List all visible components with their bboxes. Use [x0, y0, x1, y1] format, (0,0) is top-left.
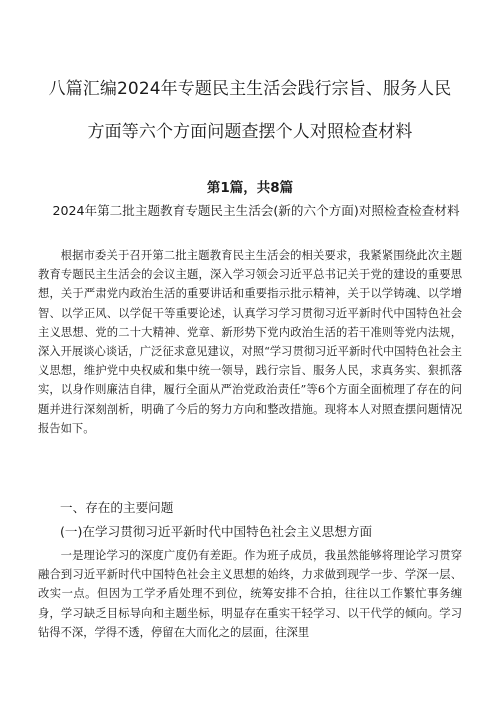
part-indicator: 第1篇，共8篇: [206, 180, 294, 196]
article-title: 2024年第二批主题教育专题民主生活会(新的六个方面)对照检查检查材料: [52, 203, 460, 218]
section-heading: 一、存在的主要问题: [60, 500, 174, 515]
document-title-line-2: 方面等六个方面问题查摆个人对照检查材料: [87, 122, 413, 142]
document-title-line-1: 八篇汇编2024年专题民主生活会践行宗旨、服务人民: [48, 79, 452, 99]
intro-paragraph: 根据市委关于召开第二批主题教育民主生活会的相关要求，我紧紧围绕此次主题教育专题民主生活会的会议主题，深入学习领会习近平总书记关于党的建设的重要思想，关于严肃党内政治生活的重要讲话和重要指示批示精神，关于以学铸魂、以学增智、以学正风、以学促干等重要论述，认真学习学习贯彻习近平新时代中国特色社会主义思想、党的二十大精神、党章、新形势下党内政治生活的若干准则等党内法规，深入开展谈心谈话，广泛征求意见建议，对照“学习贯彻习近平新时代中国特色社会主义思想，维护党中央权威和集中统一领导，践行宗旨、服务人民，求真务实、狠抓落实，以身作则廉洁自律，履行全面从严治党政治责任”等6个方面全面梳理了存在的问题并进行深刻剖析，明确了今后的努力方向和整改措施。现将本人对照查摆问题情况报告如下。: [38, 249, 462, 435]
body-paragraph: 一是理论学习的深度广度仍有差距。作为班子成员，我虽然能够将理论学习贯穿融合到习近平新时代中国特色社会主义思想的始终，力求做到现学一步、学深一层、改实一点。但因为工学矛盾处理不到位，统筹安排不合拍，往往以工作繁忙事务缠身，学习缺乏目标导向和主题坐标，明显存在重实干轻学习、以干代学的倾向。学习钻得不深，学得不透，停留在大而化之的层面，往深里: [38, 549, 462, 639]
subsection-heading: (一)在学习贯彻习近平新时代中国特色社会主义思想方面: [60, 524, 373, 539]
